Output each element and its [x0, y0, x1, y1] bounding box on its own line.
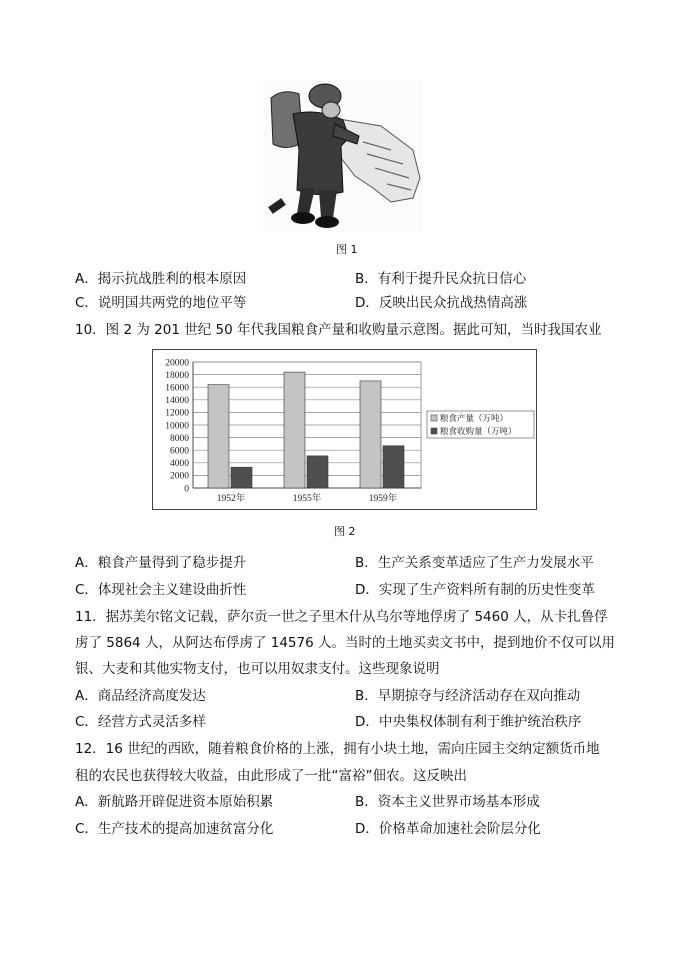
figure-1-caption: 图 1	[336, 243, 358, 256]
q12-option-b: B．资本主义世界市场基本形成	[355, 794, 540, 810]
q12-option-a: A．新航路开辟促进资本原始积累	[75, 794, 274, 810]
legend-label: 粮食收购量（万吨）	[440, 427, 517, 437]
q11-option-a: A．商品经济高度发达	[75, 688, 206, 704]
y-tick-label: 6000	[170, 446, 189, 457]
x-tick-label: 1952年	[216, 494, 246, 504]
x-tick-label: 1955年	[292, 494, 322, 504]
q12-option-c: C．生产技术的提高加速贫富分化	[75, 821, 274, 837]
left-boot	[291, 212, 315, 224]
grain-purchase-bar	[231, 467, 252, 488]
soldier-face	[322, 102, 340, 118]
figure-2-chart	[152, 349, 537, 510]
q12-stem-line-1: 12．16 世纪的西欧，随着粮食价格的上涨，拥有小块土地，需向庄园主交纳定额货币地	[75, 741, 600, 757]
soldier-body	[293, 112, 349, 195]
q10-stem: 10．图 2 为 201 世纪 50 年代我国粮食产量和收购量示意图。据此可知，当时我国农业	[75, 322, 602, 338]
grain-purchase-bar	[383, 446, 404, 488]
q11-stem-line-2: 虏了 5864 人，从阿达布俘虏了 14576 人。当时的土地买卖文书中，提到地价不仅可以用	[75, 635, 615, 651]
y-tick-label: 14000	[165, 396, 189, 407]
figure-1-cartoon	[263, 80, 423, 232]
y-tick-label: 2000	[170, 471, 189, 482]
q11-option-b: B．早期掠夺与经济活动存在双向推动	[355, 688, 581, 704]
y-tick-label: 20000	[165, 358, 189, 369]
q10-option-c: C．体现社会主义建设曲折性	[75, 582, 247, 598]
grain-production-bar	[208, 385, 229, 488]
q12-stem-line-2: 租的农民也获得较大收益，由此形成了一批“富裕”佃农。这反映出	[75, 768, 467, 784]
q12-option-d: D．价格革命加速社会阶层分化	[355, 821, 541, 837]
y-tick-label: 8000	[170, 433, 189, 444]
q10-option-b: B．生产关系变革适应了生产力发展水平	[355, 555, 594, 571]
q9-option-a: A．揭示抗战胜利的根本原因	[75, 271, 247, 287]
y-tick-label: 12000	[165, 408, 189, 419]
q11-stem-line-3: 银、大麦和其他实物支付，也可以用奴隶支付。这些现象说明	[75, 661, 440, 677]
q11-option-d: D．中央集权体制有利于维护统治秩序	[355, 714, 582, 730]
legend-label: 粮食产量（万吨）	[440, 414, 509, 424]
grain-production-bar	[284, 372, 305, 488]
legend-swatch	[431, 415, 437, 421]
y-tick-label: 4000	[170, 459, 189, 470]
y-tick-label: 0	[184, 484, 189, 495]
legend-swatch	[431, 428, 437, 434]
q11-stem-line-1: 11．据苏美尔铭文记载，萨尔贡一世之子里木什从乌尔等地俘虏了 5460 人，从卡扎鲁俘	[75, 609, 608, 625]
y-tick-label: 10000	[165, 421, 189, 432]
figure-2-caption: 图 2	[334, 525, 356, 538]
right-boot	[315, 216, 339, 228]
cartoon-drawing	[263, 80, 423, 232]
grain-purchase-bar	[307, 456, 328, 488]
y-tick-label: 16000	[165, 383, 189, 394]
q9-option-b: B．有利于提升民众抗日信心	[355, 271, 527, 287]
q10-option-a: A．粮食产量得到了稳步提升	[75, 555, 247, 571]
grain-production-bar	[360, 381, 381, 488]
q10-option-d: D．实现了生产资料所有制的历史性变革	[355, 582, 595, 598]
q11-option-c: C．经营方式灵活多样	[75, 714, 206, 730]
q9-option-d: D．反映出民众抗战热情高涨	[355, 295, 528, 311]
x-tick-label: 1959年	[368, 494, 398, 504]
q9-option-c: C．说明国共两党的地位平等	[75, 295, 247, 311]
y-tick-label: 18000	[165, 370, 189, 381]
bar-chart	[152, 349, 537, 510]
